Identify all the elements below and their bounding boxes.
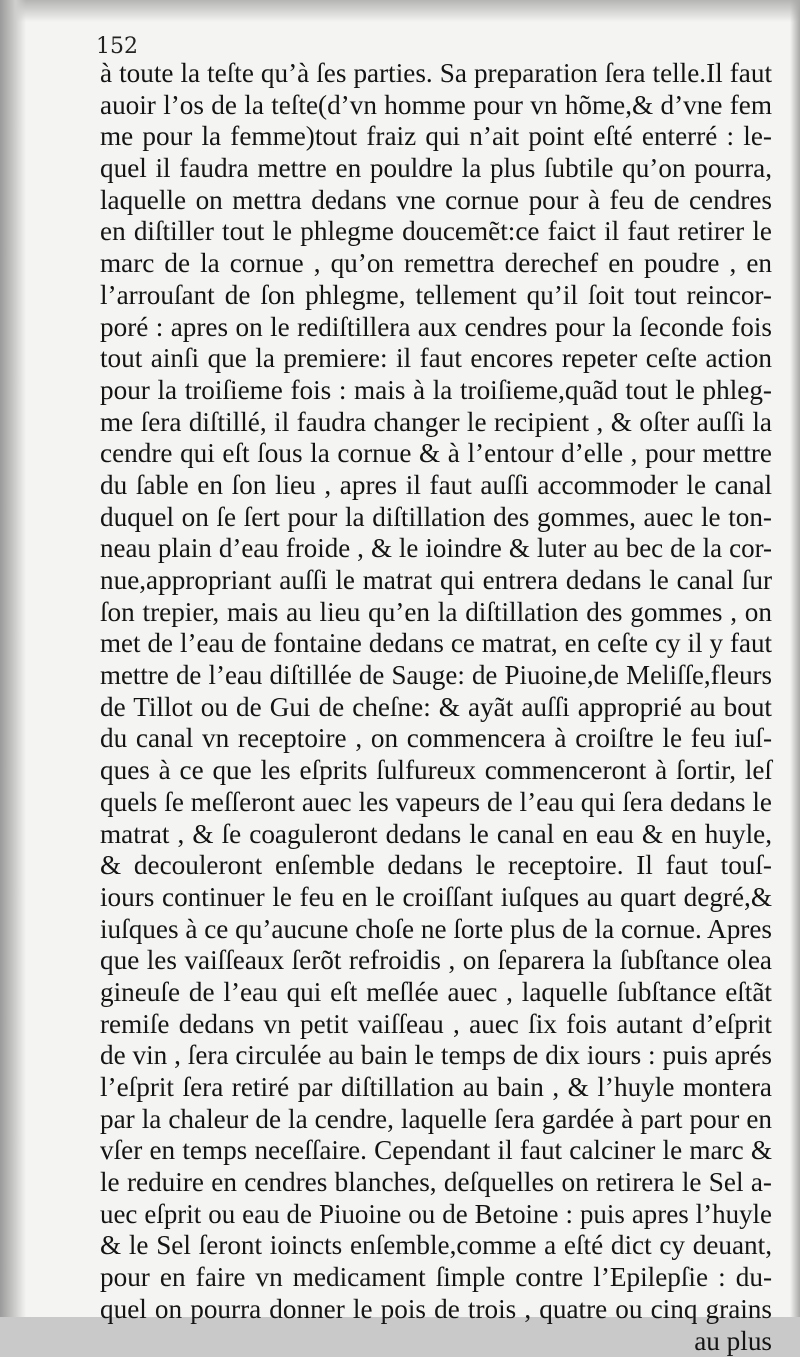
- text-line: l’arrouſant de ſon phlegme, tellement qu’il ſoit tout reincor-: [100, 280, 772, 312]
- text-line: ſon trepier, mais au lieu qu’en la diſtillation des gommes , on: [100, 597, 772, 629]
- text-line: pour en faire vn medicament ſimple contre l’Epilepſie : du-: [100, 1262, 772, 1294]
- text-line: vſer en temps neceſſaire. Cependant il faut calciner le marc &: [100, 1135, 772, 1167]
- text-line: l’eſprit ſera retiré par diſtillation au bain , & l’huyle montera: [100, 1072, 772, 1104]
- text-line: remiſe dedans vn petit vaiſſeau , auec ſix fois autant d’eſprit: [100, 1009, 772, 1041]
- text-line: matrat , & ſe coaguleront dedans le canal en eau & en huyle,: [100, 819, 772, 851]
- text-line: de vin , ſera circulée au bain le temps de dix iours : puis aprés: [100, 1040, 772, 1072]
- text-line: poré : apres on le rediſtillera aux cendres pour la ſeconde fois: [100, 312, 772, 344]
- text-line: du canal vn receptoire , on commencera à croiſtre le feu iuſ-: [100, 723, 772, 755]
- text-line: pour la troiſieme fois : mais à la troiſieme,quãd tout le phleg-: [100, 375, 772, 407]
- text-line: tout ainſi que la premiere: il faut encores repeter ceſte action: [100, 343, 772, 375]
- text-line: met de l’eau de fontaine dedans ce matrat, en ceſte cy il y faut: [100, 628, 772, 660]
- text-line: à toute la teſte qu’à ſes parties. Sa preparation ſera telle.Il faut: [100, 58, 772, 90]
- text-line: par la chaleur de la cendre, laquelle ſera gardée à part pour en: [100, 1104, 772, 1136]
- text-line: que les vaiſſeaux ſerõt refroidis , on ſeparera la ſubſtance olea: [100, 945, 772, 977]
- text-line: ques à ce que les eſprits ſulfureux commenceront à ſortir, leſ: [100, 755, 772, 787]
- text-line: du ſable en ſon lieu , apres il faut auſſi accommoder le canal: [100, 470, 772, 502]
- text-line: auoir l’os de la teſte(d’vn homme pour vn hõme,& d’vne fem: [100, 90, 772, 122]
- text-line: gineuſe de l’eau qui eſt meſlée auec , laquelle ſubſtance eſtãt: [100, 977, 772, 1009]
- page-top-edge: [0, 0, 800, 22]
- text-line: mettre de l’eau diſtillée de Sauge: de Piuoine,de Meliſſe,fleurs: [100, 660, 772, 692]
- text-line: quels ſe meſſeront auec les vapeurs de l’eau qui ſera dedans le: [100, 787, 772, 819]
- text-line: au plus: [100, 1326, 772, 1357]
- text-block: [100, 58, 772, 1357]
- text-line: me ſera diſtillé, il faudra changer le recipient , & oſter auſſi la: [100, 407, 772, 439]
- text-line: nue,appropriant auſſi le matrat qui entrera dedans le canal ſur: [100, 565, 772, 597]
- text-line: cendre qui eſt ſous la cornue & à l’entour d’elle , pour mettre: [100, 438, 772, 470]
- page-left-edge: [0, 0, 26, 1317]
- text-line: neau plain d’eau froide , & le ioindre & luter au bec de la cor-: [100, 533, 772, 565]
- text-line: iours continuer le feu en le croiſſant iuſques au quart degré,&: [100, 882, 772, 914]
- text-line: marc de la cornue , qu’on remettra derechef en poudre , en: [100, 248, 772, 280]
- text-line: iuſques à ce qu’aucune choſe ne ſorte plus de la cornue. Apres: [100, 914, 772, 946]
- text-line: duquel on ſe ſert pour la diſtillation des gommes, auec le ton-: [100, 502, 772, 534]
- text-line: quel il faudra mettre en pouldre la plus ſubtile qu’on pourra,: [100, 153, 772, 185]
- text-line: laquelle on mettra dedans vne cornue pour à feu de cendres: [100, 185, 772, 217]
- text-line: de Tillot ou de Gui de cheſne: & ayãt auſſi approprié au bout: [100, 692, 772, 724]
- text-line: me pour la femme)tout fraiz qui n’ait point eſté enterré : le-: [100, 121, 772, 153]
- page-number: 152: [96, 34, 138, 59]
- text-line: quel on pourra donner le pois de trois , quatre ou cinq grains: [100, 1294, 772, 1326]
- text-line: & le Sel ſeront ioincts enſemble,comme a eſté dict cy deuant,: [100, 1230, 772, 1262]
- text-line: & decouleront enſemble dedans le receptoire. Il faut touſ-: [100, 850, 772, 882]
- text-line: uec eſprit ou eau de Piuoine ou de Betoine : puis apres l’huyle: [100, 1199, 772, 1231]
- text-line: en diſtiller tout le phlegme doucemẽt:ce faict il faut retirer le: [100, 216, 772, 248]
- text-line: le reduire en cendres blanches, deſquelles on retirera le Sel a-: [100, 1167, 772, 1199]
- page-right-edge: [790, 0, 800, 1317]
